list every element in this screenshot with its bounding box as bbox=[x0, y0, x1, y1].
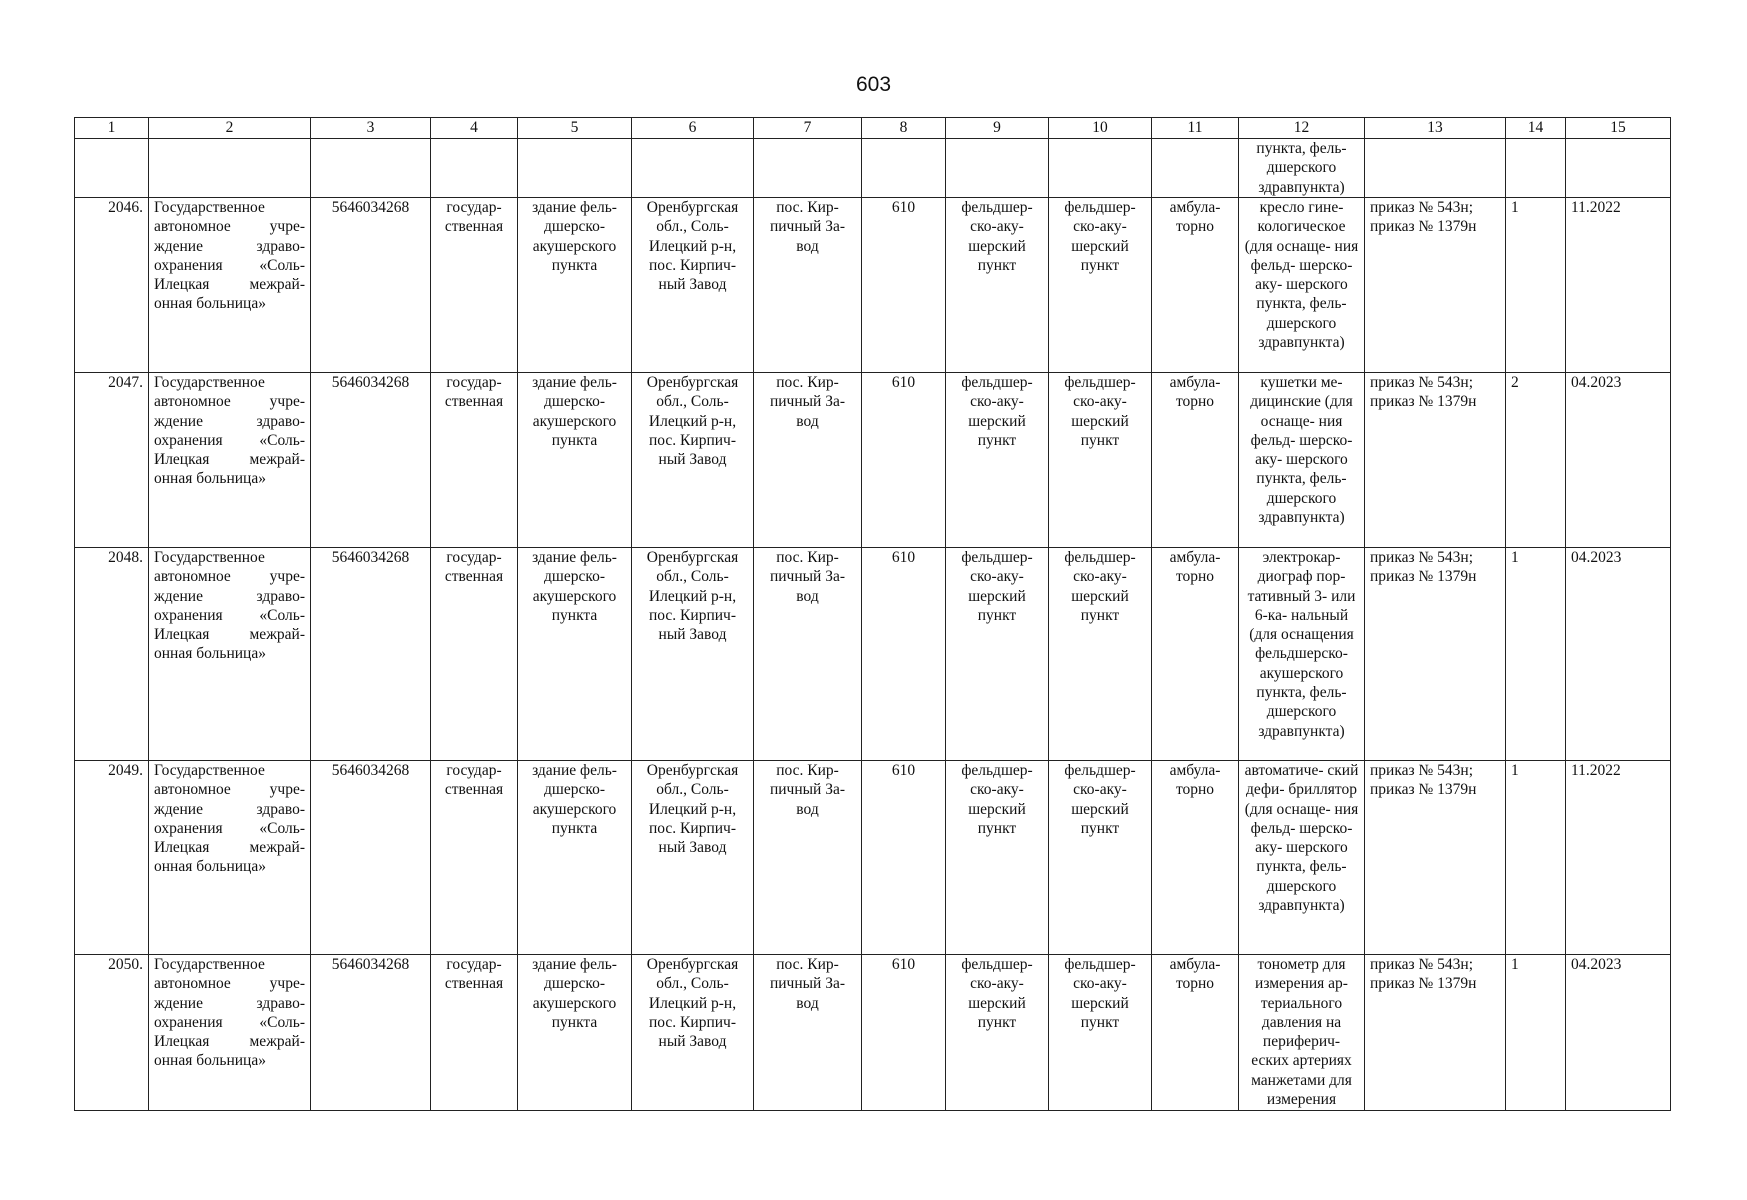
cell bbox=[1506, 139, 1566, 198]
settlement-cell: пос. Кир- пичный За- вод bbox=[754, 548, 862, 761]
cell bbox=[754, 139, 862, 198]
unit-name-cell: фельдшер- ско-аку- шерский пункт bbox=[1049, 548, 1152, 761]
settlement-cell: пос. Кир- пичный За- вод bbox=[754, 955, 862, 1111]
equipment-cell: кушетки ме- дицинские (для оснаще- ния фельд- шерско-аку- шерского пункта, фель- дшерского здравпункта) bbox=[1239, 373, 1365, 548]
order-cell: приказ № 543н; приказ № 1379н bbox=[1365, 761, 1506, 955]
unit-type-cell: фельдшер- ско-аку- шерский пункт bbox=[946, 198, 1049, 373]
equipment-cell: тонометр для измерения ар- териального давления на периферич- еских артериях манжетами для измерения bbox=[1239, 955, 1365, 1111]
organization-cell: Государственное автономное учре-ждение здраво-охранения «Соль-Илецкая межрай-онная больница» bbox=[149, 198, 311, 373]
column-header: 3 bbox=[311, 118, 431, 139]
cell bbox=[862, 139, 946, 198]
cell bbox=[431, 139, 518, 198]
row-number-cell: 2048. bbox=[75, 548, 149, 761]
organization-cell: Государственное автономное учре-ждение здраво-охранения «Соль-Илецкая межрай-онная больница» bbox=[149, 955, 311, 1111]
unit-name-cell: фельдшер- ско-аку- шерский пункт bbox=[1049, 761, 1152, 955]
column-header: 11 bbox=[1152, 118, 1239, 139]
date-cell: 11.2022 bbox=[1566, 198, 1671, 373]
ownership-cell: государ- ственная bbox=[431, 761, 518, 955]
address-cell: Оренбургская обл., Соль- Илецкий р-н, пос. Кирпич- ный Завод bbox=[632, 548, 754, 761]
code-cell: 610 bbox=[862, 373, 946, 548]
column-header: 13 bbox=[1365, 118, 1506, 139]
building-cell: здание фель- дшерско- акушерского пункта bbox=[518, 373, 632, 548]
address-cell: Оренбургская обл., Соль- Илецкий р-н, пос. Кирпич- ный Завод bbox=[632, 955, 754, 1111]
cell bbox=[149, 139, 311, 198]
code-cell: 610 bbox=[862, 198, 946, 373]
column-header: 8 bbox=[862, 118, 946, 139]
continuation-row bbox=[75, 139, 1671, 198]
cell bbox=[1049, 139, 1152, 198]
row-number-cell: 2049. bbox=[75, 761, 149, 955]
inn-cell: 5646034268 bbox=[311, 198, 431, 373]
equipment-cell: кресло гине- кологическое (для оснаще- ния фельд- шерско-аку- шерского пункта, фель- дшерского здравпункта) bbox=[1239, 198, 1365, 373]
row-number-cell: 2047. bbox=[75, 373, 149, 548]
cell bbox=[1365, 139, 1506, 198]
column-header: 7 bbox=[754, 118, 862, 139]
row-number-cell: 2046. bbox=[75, 198, 149, 373]
row-number-cell: 2050. bbox=[75, 955, 149, 1111]
cell bbox=[311, 139, 431, 198]
column-header: 9 bbox=[946, 118, 1049, 139]
code-cell: 610 bbox=[862, 761, 946, 955]
quantity-cell: 1 bbox=[1506, 548, 1566, 761]
cell bbox=[1566, 139, 1671, 198]
column-number-row bbox=[75, 118, 1671, 139]
organization-cell: Государственное автономное учре-ждение здраво-охранения «Соль-Илецкая межрай-онная больница» bbox=[149, 373, 311, 548]
building-cell: здание фель- дшерско- акушерского пункта bbox=[518, 761, 632, 955]
column-header: 15 bbox=[1566, 118, 1671, 139]
organization-cell: Государственное автономное учре-ждение здраво-охранения «Соль-Илецкая межрай-онная больница» bbox=[149, 548, 311, 761]
date-cell: 11.2022 bbox=[1566, 761, 1671, 955]
building-cell: здание фель- дшерско- акушерского пункта bbox=[518, 198, 632, 373]
column-header: 2 bbox=[149, 118, 311, 139]
unit-type-cell: фельдшер- ско-аку- шерский пункт bbox=[946, 955, 1049, 1111]
cell bbox=[75, 139, 149, 198]
unit-type-cell: фельдшер- ско-аку- шерский пункт bbox=[946, 761, 1049, 955]
unit-name-cell: фельдшер- ско-аку- шерский пункт bbox=[1049, 955, 1152, 1111]
unit-name-cell: фельдшер- ско-аку- шерский пункт bbox=[1049, 373, 1152, 548]
inn-cell: 5646034268 bbox=[311, 548, 431, 761]
address-cell: Оренбургская обл., Соль- Илецкий р-н, пос. Кирпич- ный Завод bbox=[632, 198, 754, 373]
table-row bbox=[75, 761, 1671, 955]
address-cell: Оренбургская обл., Соль- Илецкий р-н, пос. Кирпич- ный Завод bbox=[632, 761, 754, 955]
cell bbox=[1152, 139, 1239, 198]
order-cell: приказ № 543н; приказ № 1379н bbox=[1365, 198, 1506, 373]
unit-type-cell: фельдшер- ско-аку- шерский пункт bbox=[946, 548, 1049, 761]
ownership-cell: государ- ственная bbox=[431, 373, 518, 548]
date-cell: 04.2023 bbox=[1566, 955, 1671, 1111]
page-number: 603 bbox=[855, 73, 892, 96]
code-cell: 610 bbox=[862, 955, 946, 1111]
care-mode-cell: амбула- торно bbox=[1152, 955, 1239, 1111]
table-row bbox=[75, 548, 1671, 761]
cell bbox=[946, 139, 1049, 198]
column-header: 14 bbox=[1506, 118, 1566, 139]
care-mode-cell: амбула- торно bbox=[1152, 761, 1239, 955]
ownership-cell: государ- ственная bbox=[431, 548, 518, 761]
quantity-cell: 1 bbox=[1506, 198, 1566, 373]
organization-cell: Государственное автономное учре-ждение здраво-охранения «Соль-Илецкая межрай-онная больница» bbox=[149, 761, 311, 955]
column-header: 1 bbox=[75, 118, 149, 139]
building-cell: здание фель- дшерско- акушерского пункта bbox=[518, 955, 632, 1111]
care-mode-cell: амбула- торно bbox=[1152, 548, 1239, 761]
table-row bbox=[75, 373, 1671, 548]
inn-cell: 5646034268 bbox=[311, 955, 431, 1111]
inn-cell: 5646034268 bbox=[311, 761, 431, 955]
building-cell: здание фель- дшерско- акушерского пункта bbox=[518, 548, 632, 761]
table-row bbox=[75, 955, 1671, 1111]
settlement-cell: пос. Кир- пичный За- вод bbox=[754, 761, 862, 955]
care-mode-cell: амбула- торно bbox=[1152, 198, 1239, 373]
column-header: 5 bbox=[518, 118, 632, 139]
column-header: 12 bbox=[1239, 118, 1365, 139]
settlement-cell: пос. Кир- пичный За- вод bbox=[754, 198, 862, 373]
order-cell: приказ № 543н; приказ № 1379н bbox=[1365, 373, 1506, 548]
column-header: 4 bbox=[431, 118, 518, 139]
equipment-cell: пункта, фель- дшерского здравпункта) bbox=[1239, 139, 1365, 198]
table-row bbox=[75, 198, 1671, 373]
date-cell: 04.2023 bbox=[1566, 373, 1671, 548]
order-cell: приказ № 543н; приказ № 1379н bbox=[1365, 955, 1506, 1111]
unit-name-cell: фельдшер- ско-аку- шерский пункт bbox=[1049, 198, 1152, 373]
inn-cell: 5646034268 bbox=[311, 373, 431, 548]
date-cell: 04.2023 bbox=[1566, 548, 1671, 761]
quantity-cell: 2 bbox=[1506, 373, 1566, 548]
ownership-cell: государ- ственная bbox=[431, 955, 518, 1111]
quantity-cell: 1 bbox=[1506, 761, 1566, 955]
cell bbox=[632, 139, 754, 198]
order-cell: приказ № 543н; приказ № 1379н bbox=[1365, 548, 1506, 761]
address-cell: Оренбургская обл., Соль- Илецкий р-н, пос. Кирпич- ный Завод bbox=[632, 373, 754, 548]
ownership-cell: государ- ственная bbox=[431, 198, 518, 373]
unit-type-cell: фельдшер- ско-аку- шерский пункт bbox=[946, 373, 1049, 548]
register-table bbox=[74, 117, 1671, 1111]
column-header: 6 bbox=[632, 118, 754, 139]
cell bbox=[518, 139, 632, 198]
care-mode-cell: амбула- торно bbox=[1152, 373, 1239, 548]
equipment-cell: электрокар- диограф пор- тативный 3- или 6-ка- нальный (для оснащения фельдшерско- акушерского пункта, фель- дшерского здравпункта) bbox=[1239, 548, 1365, 761]
quantity-cell: 1 bbox=[1506, 955, 1566, 1111]
column-header: 10 bbox=[1049, 118, 1152, 139]
equipment-cell: автоматиче- ский дефи- бриллятор (для оснаще- ния фельд- шерско-аку- шерского пункта, фель- дшерского здравпункта) bbox=[1239, 761, 1365, 955]
code-cell: 610 bbox=[862, 548, 946, 761]
settlement-cell: пос. Кир- пичный За- вод bbox=[754, 373, 862, 548]
